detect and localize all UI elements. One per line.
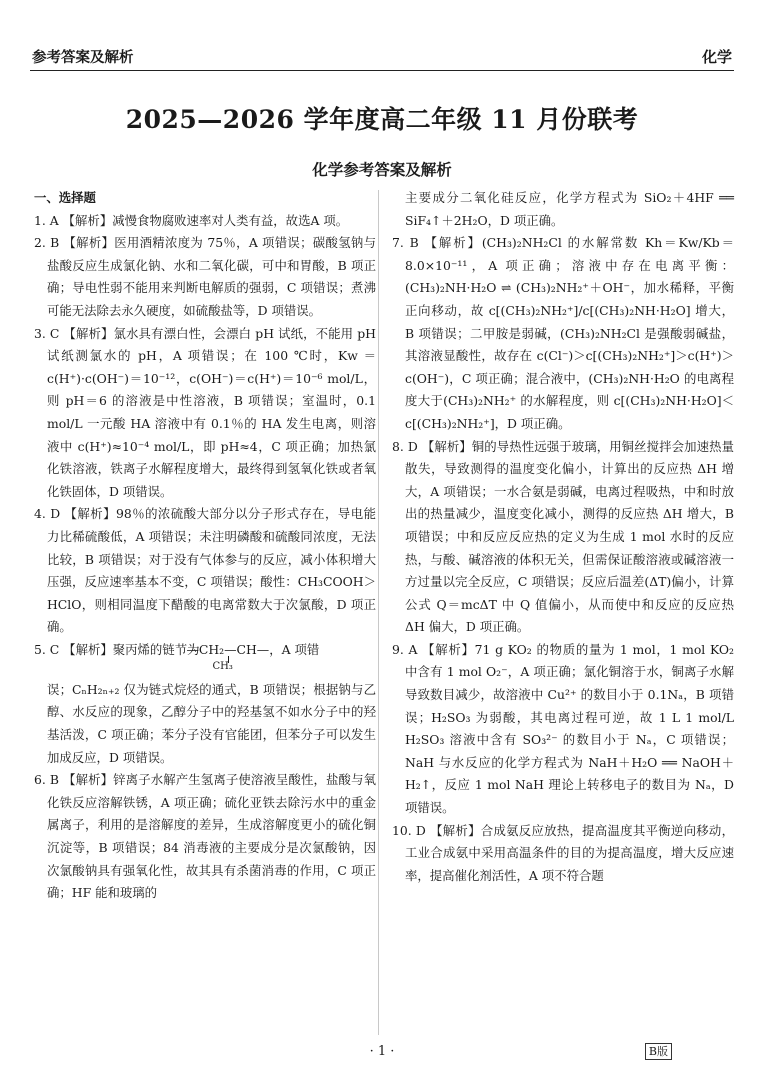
answer-2: 2. B 【解析】医用酒精浓度为 75％，A 项错误；碳酸氢钠与盐酸反应生成氯化钠、水和二氧化碳，可中和胃酸，B 项正确；导电性弱不能用来判断电解质的强弱，C 项错误；煮沸可能无法除去永久硬度，如硫酸盐等，D 项错误。: [34, 235, 376, 318]
answer-6: 6. B 【解析】锌离子水解产生氢离子使溶液呈酸性，盐酸与氧化铁反应溶解铁锈，A 项正确；硫化亚铁去除污水中的重金属离子，利用的是溶解度的差异，生成溶解度更小的硫化铜沉淀等，B 项错误；84 消毒液的主要成分是次氯酸钠，因次氯酸钠具有强氧化性，故其具有杀菌消毒的作用，C 项正确；HF 能和玻璃的: [34, 772, 376, 901]
answer-9: 9. A 【解析】71 g KO₂ 的物质的量为 1 mol，1 mol KO₂ 中含有 1 mol O₂⁻，A 项正确；氯化铜溶于水，铜离子水解导致数目减少，故溶液中 Cu²⁺ 的数目小于 0.1Nₐ，B 项错误；H₂SO₃ 为弱酸，其电离过程可逆，故 1 L 1 mol/L H₂SO₃ 溶液中含有 SO₃²⁻ 的数目小于 Nₐ，C 项错误；NaH 与水反应的化学方程式为 NaH＋H₂O ══ NaOH＋H₂↑，反应 1 mol NaH 理论上转移电子的数目为 Nₐ，D 项错误。: [392, 641, 734, 816]
answer-5-tail: ，A 项错: [269, 641, 320, 657]
answer-5-intro: 5. C 【解析】聚丙烯的链节为: [34, 641, 200, 657]
methyl-group: CH₃: [212, 660, 233, 672]
section-heading: 一、选择题: [34, 190, 96, 205]
version-badge: B版: [645, 1043, 672, 1060]
polypropylene-unit: [186, 639, 270, 679]
answer-1: 1. A 【解析】减慢食物腐败速率对人类有益，故选A 项。: [34, 212, 349, 228]
page-number: · 1 ·: [369, 1044, 395, 1059]
answer-5-continued: 误；CₙH₂ₙ₊₂ 仅为链式烷烃的通式，B 项错误；根据钠与乙醇、水反应的现象，乙醇分子中的羟基氢不如水分子中的羟基活泼，C 项正确；苯分子没有官能团，但苯分子可以发生加成反应，D 项错误。: [47, 681, 376, 765]
page-title: 2025—2026 学年度高二年级 11 月份联考: [125, 105, 639, 134]
header-subject: 化学: [701, 48, 732, 66]
column-divider: [378, 190, 379, 1035]
left-column: [34, 187, 376, 905]
page-subtitle: 化学参考答案及解析: [312, 160, 452, 179]
header-rule: [30, 70, 734, 71]
answer-5: [34, 639, 376, 679]
answer-7: 7. B 【解析】(CH₃)₂NH₂Cl 的水解常数 Kh＝Kw/Kb＝8.0×10⁻¹¹，A 项正确；溶液中存在电离平衡：(CH₃)₂NH·H₂O ⇌ (CH₃)₂NH₂⁺＋OH⁻，加水稀释，平衡正向移动，故 c[(CH₃)₂NH₂⁺]/c[(CH₃)₂NH·H₂O] 增大，B 项错误；二甲胺是弱碱，(CH₃)₂NH₂Cl 是强酸弱碱盐，其溶液显酸性，故存在 c(Cl⁻)＞c[(CH₃)₂NH₂⁺]＞c(H⁺)＞c(OH⁻)，C 项正确；混合液中，(CH₃)₂NH·H₂O 的电离程度大于(CH₃)₂NH₂⁺ 的水解程度，则 c[(CH₃)₂NH·H₂O]＜c[(CH₃)₂NH₂⁺]，D 项正确。: [392, 235, 734, 431]
answer-10: 10. D 【解析】合成氨反应放热，提高温度其平衡逆向移动，工业合成氨中采用高温条件的目的为提高温度，增大反应速率，提高催化剂活性，A 项不符合题: [392, 822, 734, 883]
answer-8: 8. D 【解析】铜的导热性远强于玻璃，用铜丝搅拌会加速热量散失，导致测得的温度变化偏小，计算出的反应热 ΔH 增大，A 项错误；一水合氨是弱碱，电离过程吸热，中和时放出的热量减少，温度变化减小，测得的反应热 ΔH 增大，B 项错误；中和反应反应热的定义为生成 1 mol 水时的反应热，与酸、碱溶液的体积无关，但需保证酸溶液或碱溶液一方过量以完全反应，C 项错误；反应后温差(ΔT)偏小，计算公式 Q＝mcΔT 中 Q 值偏小，从而使中和反应的反应热 ΔH 偏大，D 项正确。: [392, 438, 734, 635]
answer-3: 3. C 【解析】氯水具有漂白性，会漂白 pH 试纸，不能用 pH 试纸测氯水的 pH，A 项错误；在 100 ℃时，Kw ＝c(H⁺)·c(OH⁻)＝10⁻¹²，c(OH⁻)＝c(H⁺)＝10⁻⁶ mol/L，则 pH＝6 的溶液是中性溶液，B 项错误；室温时，0.1 mol/L 一元酸 HA 溶液中有 0.1％的 HA 发生电离，则溶液中 c(H⁺)≈10⁻⁴ mol/L，即 pH≈4，C 项正确；加热氯化铁溶液，铁离子水解程度增大，最终得到氢氧化铁或者氧化铁固体，D 项错误。: [34, 325, 376, 499]
header-left-label: 参考答案及解析: [32, 49, 134, 66]
answer-4: 4. D 【解析】98％的浓硫酸大部分以分子形式存在，导电能力比稀硫酸低，A 项错误；未注明磷酸和硫酸同浓度，无法比较，B 项错误；对于没有气体参与的反应，减小体积增大压强，反应速率基本不变，C 项错误；酸性：CH₃COOH＞HClO，则相同温度下醋酸的电离常数大于次氯酸，D 项正确。: [34, 506, 376, 635]
answer-6-continued: 主要成分二氧化硅反应，化学方程式为 SiO₂＋4HF ══ SiF₄↑＋2H₂O，D 项正确。: [405, 190, 734, 228]
right-column: [392, 187, 734, 887]
polypropylene-chain: —CH₂—CH—: [186, 641, 270, 657]
